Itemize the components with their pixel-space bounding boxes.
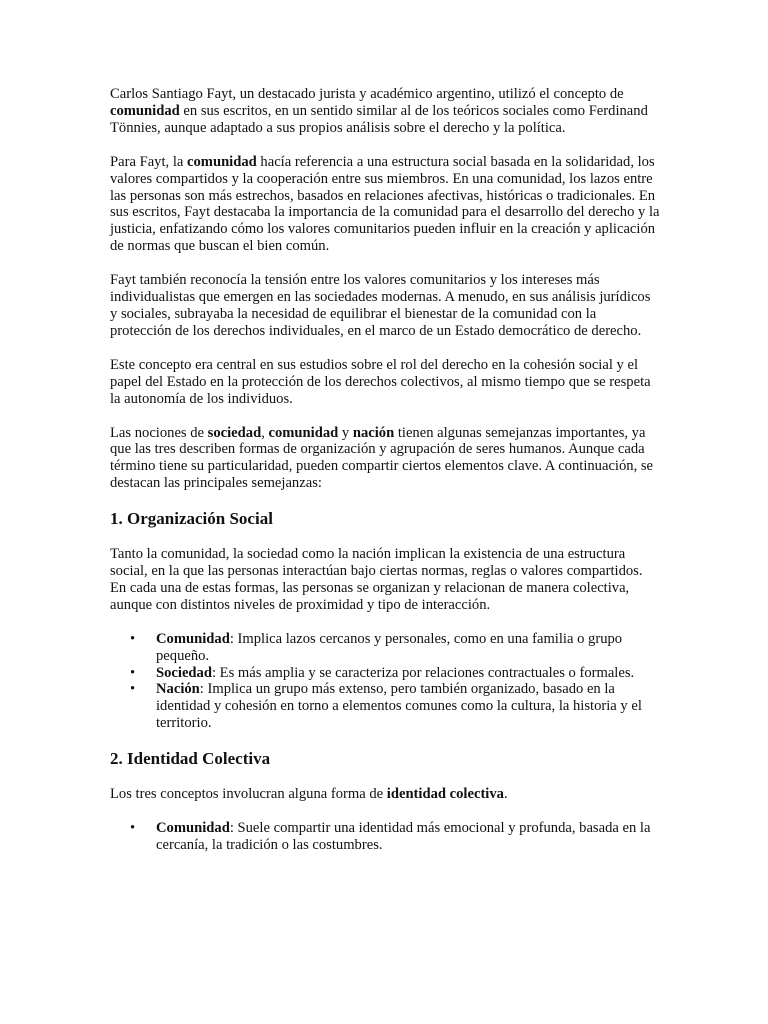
bullet-icon: • xyxy=(130,681,136,698)
text: hacía referencia a una estructura social basada en la solidaridad, los valores compartidos y la cooperación entre sus miembros. En una comunidad, los lazos entre las personas son más estrechos, basados en relaciones afectivas, históricas o tradicionales. En sus escritos, Fayt destacaba la importancia de la comunidad para el desarrollo del derecho y la justicia, enfatizando cómo los valores comunitarios pueden influir en la creación y aplicación de normas que buscan el bien común. xyxy=(110,153,660,255)
list-item xyxy=(130,681,660,732)
bold-term: comunidad xyxy=(187,153,257,170)
paragraph-community-definition xyxy=(110,154,660,255)
section-heading-identidad-colectiva: 2. Identidad Colectiva xyxy=(110,749,271,769)
text: en sus escritos, en un sentido similar al de los teóricos sociales como Ferdinand Tönnies, aunque adaptado a sus propios análisis sobre el derecho y la política. xyxy=(110,102,648,136)
paragraph-tension: Fayt también reconocía la tensión entre los valores comunitarios y los intereses más individualistas que emergen en las sociedades modernas. A menudo, en sus análisis jurídicos y sociales, subrayaba la necesidad de equilibrar el bienestar de la comunidad con la protección de los derechos individuales, en el marco de un Estado democrático de derecho. xyxy=(110,272,651,339)
section-heading-organizacion-social: 1. Organización Social xyxy=(110,509,273,529)
text: Carlos Santiago Fayt, un destacado jurista y académico argentino, utilizó el concepto de xyxy=(110,86,624,102)
text: : Suele compartir una identidad más emocional y profunda, basada en la cercanía, la tradición o las costumbres. xyxy=(156,820,651,853)
text: Los tres conceptos involucran alguna forma de xyxy=(110,786,387,803)
text: tienen algunas semejanzas importantes, ya que las tres describen formas de organización y agrupación de seres humanos. Aunque cada término tiene su particularidad, pueden compartir ciertos elementos clave. A continuación, se destacan las principales semejanzas: xyxy=(110,424,654,492)
bold-term: comunidad xyxy=(268,424,339,441)
text: : Es más amplia y se caracteriza por relaciones contractuales o formales. xyxy=(211,664,635,681)
list-item xyxy=(130,664,660,682)
list-item xyxy=(130,630,660,665)
bullet-icon: • xyxy=(130,820,136,837)
bold-term: sociedad xyxy=(207,424,262,441)
list-item xyxy=(130,820,660,854)
text: : Implica lazos cercanos y personales, como en una familia o grupo pequeño. xyxy=(156,630,623,664)
bullet-list-organizacion xyxy=(110,631,660,732)
text: . xyxy=(503,786,508,803)
document-page xyxy=(110,86,660,871)
bullet-icon: • xyxy=(130,664,136,681)
paragraph-notions xyxy=(110,425,660,493)
bullet-icon: • xyxy=(130,630,136,647)
bold-term: Nación xyxy=(156,681,200,698)
bold-term: comunidad xyxy=(110,102,180,119)
paragraph-identidad-intro xyxy=(110,786,660,803)
text: : Implica un grupo más extenso, pero también organizado, basado en la identidad y cohesión en torno a elementos comunes como la cultura, la historia y el territorio. xyxy=(156,681,642,732)
text: , xyxy=(261,424,269,441)
bullet-list-identidad xyxy=(110,820,660,854)
bold-term: Comunidad xyxy=(156,820,230,837)
paragraph-intro xyxy=(110,86,660,137)
bold-term: identidad colectiva xyxy=(386,786,504,803)
paragraph-organizacion-intro: Tanto la comunidad, la sociedad como la nación implican la existencia de una estructura social, en la que las personas interactúan bajo ciertas normas, reglas o valores compartidos. En cada una de estas formas, las personas se organizan y relacionan de manera colectiva, aunque con distintos niveles de proximidad y tipo de interacción. xyxy=(110,546,643,613)
text: Para Fayt, la xyxy=(110,153,188,170)
text: y xyxy=(338,424,353,441)
bold-term: nación xyxy=(352,424,395,441)
paragraph-central-concept: Este concepto era central en sus estudios sobre el rol del derecho en la cohesión social y el papel del Estado en la protección de los derechos colectivos, al mismo tiempo que se respeta la autonomía de los individuos. xyxy=(110,356,651,407)
text: Las nociones de xyxy=(110,424,208,441)
bold-term: Comunidad xyxy=(156,630,230,647)
bold-term: Sociedad xyxy=(156,664,212,681)
